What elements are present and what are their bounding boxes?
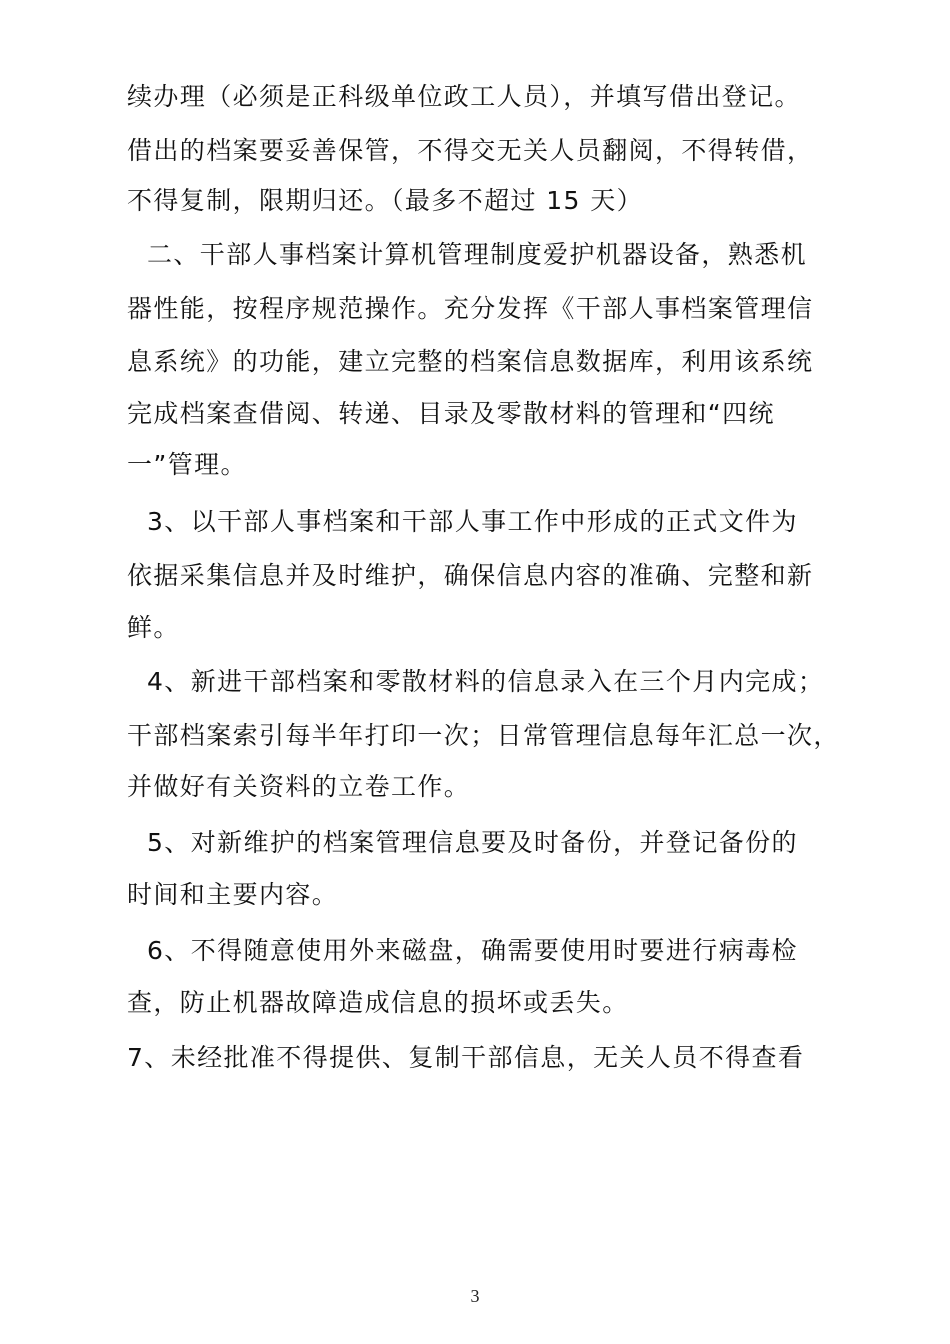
text-line: 6、不得随意使用外来磁盘，确需要使用时要进行病毒检 — [147, 936, 798, 965]
text-line: 5、对新维护的档案管理信息要及时备份，并登记备份的 — [147, 828, 798, 857]
text-line: 二、干部人事档案计算机管理制度爱护机器设备，熟悉机 — [147, 240, 808, 269]
text-line: 3、以干部人事档案和干部人事工作中形成的正式文件为 — [147, 507, 798, 536]
text-line: 借出的档案要妥善保管，不得交无关人员翻阅，不得转借， — [127, 136, 814, 165]
text-line: 续办理（必须是正科级单位政工人员），并填写借出登记。 — [127, 82, 801, 111]
text-line: 完成档案查借阅、转递、目录及零散材料的管理和“四统 — [127, 399, 775, 428]
text-line: 息系统》的功能，建立完整的档案信息数据库，利用该系统 — [127, 347, 814, 376]
text-line: 器性能，按程序规范操作。充分发挥《干部人事档案管理信 — [127, 294, 814, 323]
text-line: 干部档案索引每半年打印一次；日常管理信息每年汇总一次， — [127, 721, 840, 750]
page-number: 3 — [470, 1286, 480, 1306]
text-line: 并做好有关资料的立卷工作。 — [127, 772, 471, 801]
text-line: 查，防止机器故障造成信息的损坏或丢失。 — [127, 988, 629, 1017]
text-line: 不得复制，限期归还。（最多不超过 15 天） — [127, 186, 644, 215]
text-line: 时间和主要内容。 — [127, 880, 339, 909]
text-line: 依据采集信息并及时维护，确保信息内容的准确、完整和新 — [127, 561, 814, 590]
text-line: 4、新进干部档案和零散材料的信息录入在三个月内完成； — [147, 667, 825, 696]
text-line: 一”管理。 — [127, 450, 247, 479]
text-line: 7、未经批准不得提供、复制干部信息，无关人员不得查看 — [127, 1043, 805, 1072]
text-line: 鲜。 — [127, 613, 180, 642]
